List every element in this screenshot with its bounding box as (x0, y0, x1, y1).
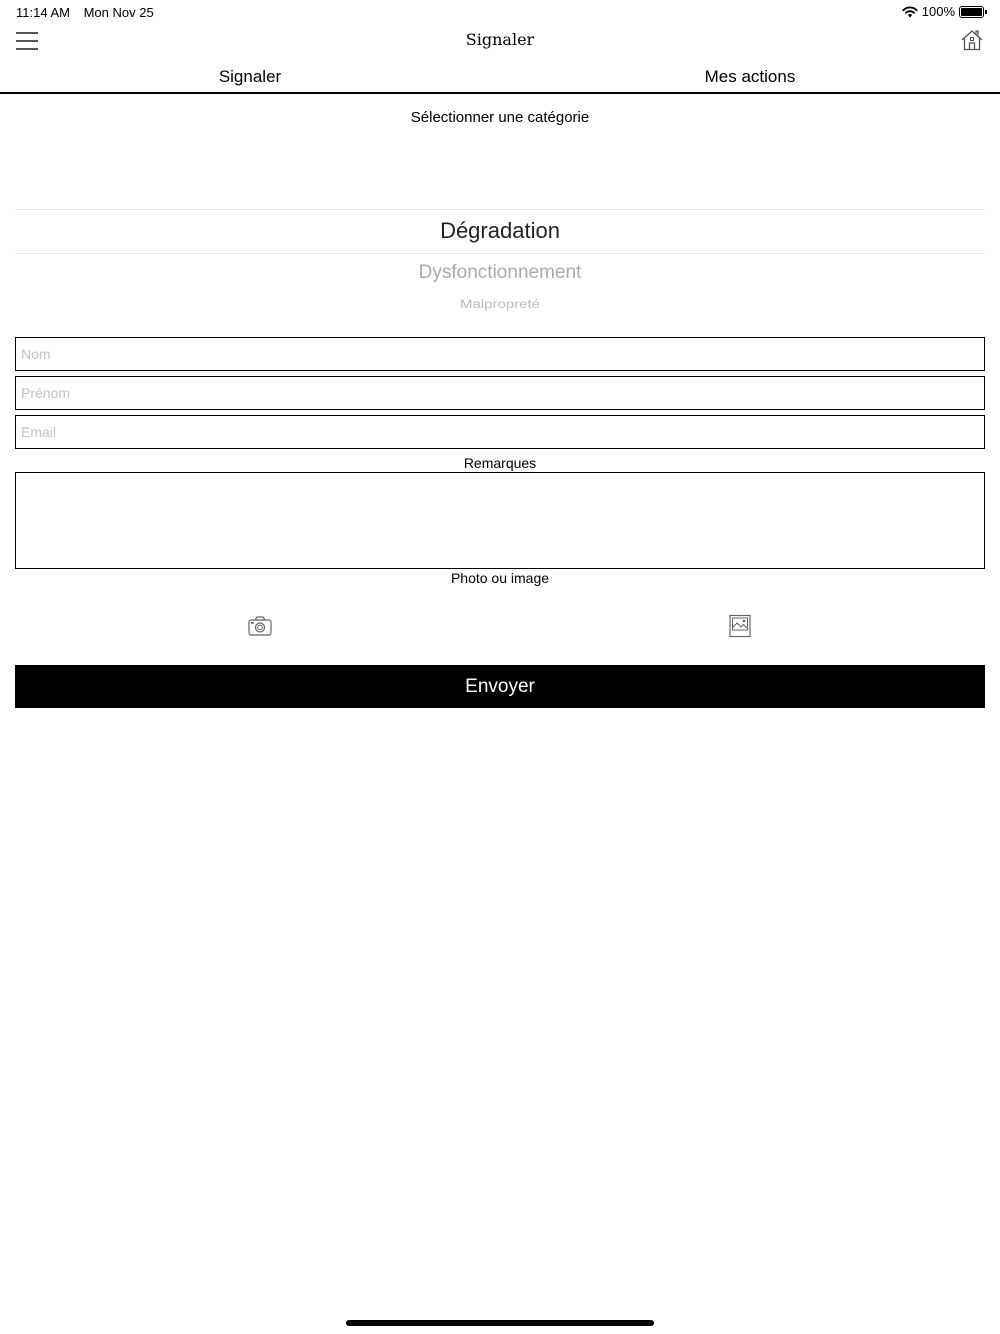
picker-divider-bottom (15, 253, 985, 254)
image-gallery-icon[interactable] (729, 614, 751, 638)
remarks-textarea[interactable] (15, 472, 985, 569)
nav-bar (0, 24, 1000, 58)
photo-label: Photo ou image (450, 570, 550, 586)
status-right (902, 4, 984, 19)
page-title: Signaler (465, 30, 535, 49)
email-field[interactable] (15, 415, 985, 449)
wifi-icon (902, 6, 918, 18)
battery-icon (959, 6, 984, 18)
battery-fill (961, 8, 982, 16)
status-time: 11:14 AM (16, 5, 70, 20)
send-button[interactable]: Envoyer (15, 665, 985, 708)
status-date: Mon Nov 25 (83, 5, 154, 20)
status-left (16, 5, 164, 20)
picker-divider-top (15, 209, 985, 210)
status-bar (0, 0, 1000, 24)
tab-bar (0, 60, 1000, 94)
picker-option[interactable]: Malpropreté (459, 297, 541, 312)
home-icon[interactable] (960, 28, 984, 52)
category-picker[interactable] (15, 150, 985, 320)
category-label: Sélectionner une catégorie (410, 109, 590, 126)
tab-signaler[interactable]: Signaler (218, 67, 282, 86)
camera-icon[interactable] (248, 615, 272, 637)
battery-percent: 100% (921, 4, 955, 19)
remarks-label: Remarques (463, 455, 537, 471)
home-indicator[interactable] (346, 1320, 654, 1326)
nom-field[interactable] (15, 337, 985, 371)
prenom-field[interactable] (15, 376, 985, 410)
picker-option[interactable]: Dysfonctionnement (418, 262, 582, 283)
picker-option-selected[interactable]: Dégradation (440, 218, 560, 243)
tab-mes-actions[interactable]: Mes actions (704, 67, 796, 86)
